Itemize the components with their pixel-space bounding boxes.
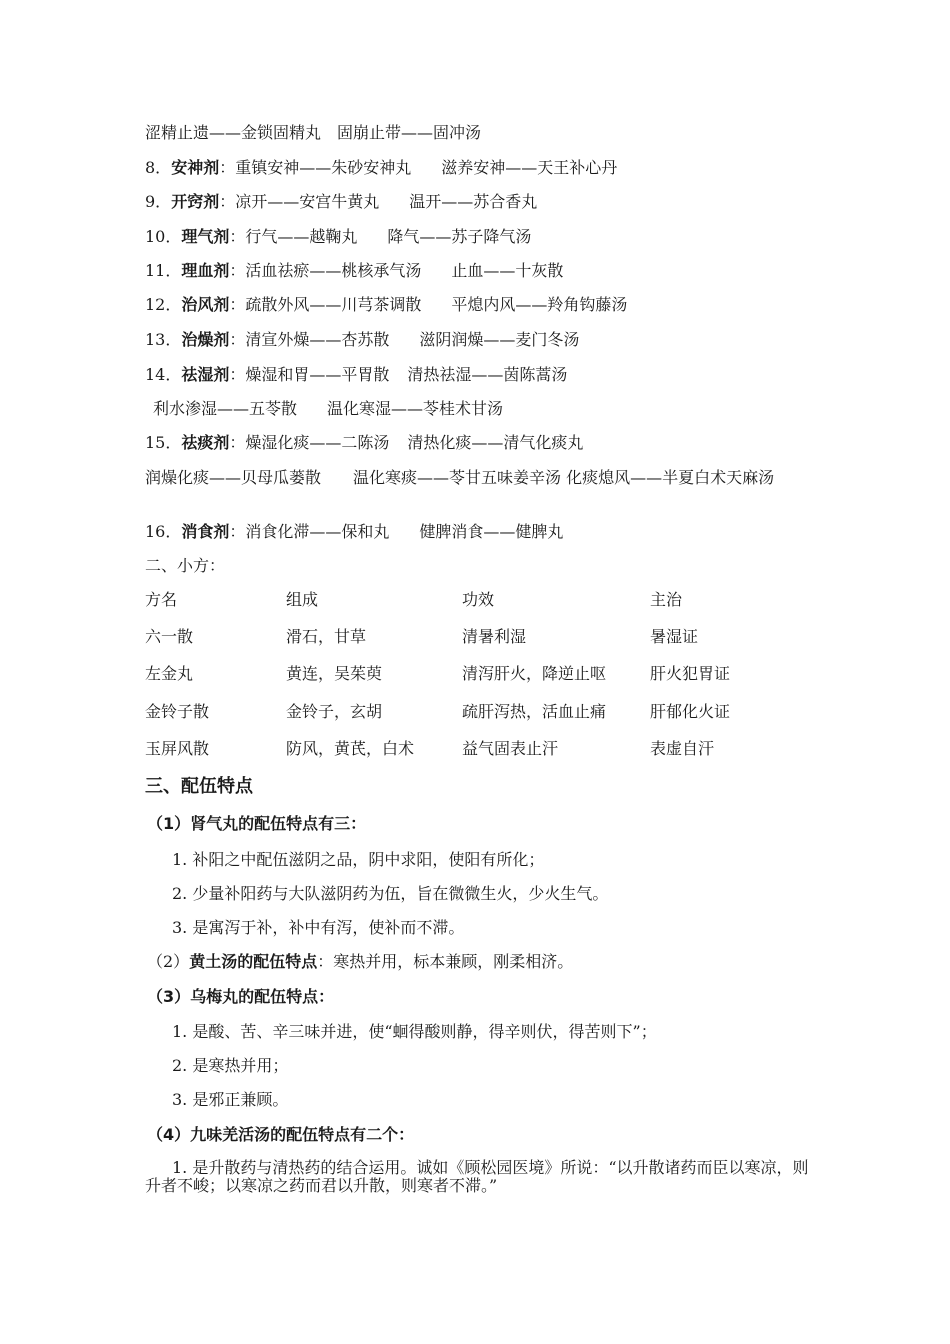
category-text: 滋养安神——天王补心丹 [441, 158, 618, 177]
table-header: 方名 [145, 590, 178, 609]
category-label: 理气剂 [181, 227, 230, 246]
category-label: 治风剂 [181, 295, 230, 314]
category-line-14-cont [153, 399, 503, 419]
table-cell: 玉屏风散 [145, 739, 210, 758]
list-item: 3. 是寓泻于补，补中有泻，使补而不滞。 [172, 918, 465, 937]
table-header: 组成 [286, 590, 319, 609]
category-text: ：燥湿化痰——二陈汤 [229, 433, 390, 452]
category-label: 治燥剂 [181, 330, 230, 349]
subsection-number: （2） [147, 952, 190, 971]
line-text: 涩精止遗——金锁固精丸 固崩止带——固冲汤 [145, 123, 482, 142]
table-cell: 金铃子，玄胡 [286, 702, 383, 721]
item-number: 13． [145, 330, 182, 349]
category-line-14 [145, 365, 567, 385]
category-label: 祛湿剂 [181, 365, 230, 384]
item-number: 15． [145, 433, 182, 452]
category-text: 健脾消食——健脾丸 [419, 522, 564, 541]
item-number: 8． [145, 158, 172, 177]
category-line-9 [145, 192, 537, 212]
category-text: ：重镇安神——朱砂安神丸 [219, 158, 412, 177]
list-item: 1. 补阳之中配伍滋阴之品，阴中求阳，使阳有所化； [172, 850, 545, 869]
subsection-line [147, 952, 573, 972]
list-item: 2. 是寒热并用； [172, 1056, 289, 1075]
category-text: ：活血祛瘀——桃核承气汤 [229, 261, 422, 280]
table-cell: 肝火犯胃证 [650, 664, 731, 683]
item-number: 9． [145, 192, 172, 211]
category-label: 开窍剂 [171, 192, 220, 211]
table-cell: 防风，黄芪，白术 [286, 739, 415, 758]
category-text: 平熄内风——羚角钩藤汤 [451, 295, 628, 314]
item-number: 16． [145, 522, 182, 541]
category-text: ：燥湿和胃——平胃散 [229, 365, 390, 384]
table-cell: 清暑利湿 [462, 627, 527, 646]
category-text: 清热化痰——清气化痰丸 [407, 433, 584, 452]
subsection-title: （1）肾气丸的配伍特点有三： [147, 814, 367, 833]
category-text: ：消食化滞——保和丸 [229, 522, 390, 541]
section-heading-small-formulas: 二、小方： [145, 556, 226, 575]
category-line-10 [145, 227, 531, 247]
category-label: 祛痰剂 [181, 433, 230, 452]
category-text: ：凉开——安宫牛黄丸 [219, 192, 380, 211]
table-cell: 六一散 [145, 627, 194, 646]
section-heading-compatibility: 三、配伍特点 [145, 776, 253, 797]
category-line-13 [145, 330, 579, 350]
table-cell: 疏肝泻热，活血止痛 [462, 702, 607, 721]
category-line-12 [145, 295, 627, 315]
table-header: 功效 [462, 590, 495, 609]
category-text: ：行气——越鞠丸 [229, 227, 358, 246]
category-label: 理血剂 [181, 261, 230, 280]
item-number: 12． [145, 295, 182, 314]
subsection-title: （3）乌梅丸的配伍特点： [147, 987, 335, 1006]
table-cell: 滑石，甘草 [286, 627, 367, 646]
subsection-title: （4）九味羌活汤的配伍特点有二个： [147, 1125, 415, 1144]
list-item: 3. 是邪正兼顾。 [172, 1090, 289, 1109]
category-text: 滋阴润燥——麦门冬汤 [419, 330, 580, 349]
category-label: 安神剂 [171, 158, 220, 177]
category-line-15-cont: 润燥化痰——贝母瓜蒌散 温化寒痰——苓甘五味姜辛汤 化痰熄风——半夏白术天麻汤 [145, 468, 775, 487]
category-text: 温开——苏合香丸 [409, 192, 538, 211]
item-number: 10． [145, 227, 182, 246]
list-item: 2. 少量补阳药与大队滋阴药为伍，旨在微微生火，少火生气。 [172, 884, 609, 903]
subsection-title: 黄土汤的配伍特点 [189, 952, 318, 971]
category-line-11 [145, 261, 563, 281]
table-cell: 黄连，吴茱萸 [286, 664, 383, 683]
item-number: 14． [145, 365, 182, 384]
category-text: 利水渗湿——五苓散 [153, 399, 298, 418]
table-cell: 金铃子散 [145, 702, 210, 721]
table-cell: 表虚自汗 [650, 739, 715, 758]
table-cell: 益气固表止汗 [462, 739, 559, 758]
table-header: 主治 [650, 590, 683, 609]
table-cell: 左金丸 [145, 664, 194, 683]
item-number: 11． [145, 261, 182, 280]
table-cell: 暑湿证 [650, 627, 699, 646]
category-text: 温化寒湿——苓桂术甘汤 [327, 399, 504, 418]
category-text: ：疏散外风——川芎茶调散 [229, 295, 422, 314]
subsection-text: ：寒热并用，标本兼顾，刚柔相济。 [317, 952, 574, 971]
category-text: ：清宣外燥——杏苏散 [229, 330, 390, 349]
table-cell: 清泻肝火，降逆止呕 [462, 664, 607, 683]
table-cell: 肝郁化火证 [650, 702, 731, 721]
category-line-16 [145, 522, 563, 542]
category-text: 止血——十灰散 [451, 261, 564, 280]
category-line-8 [145, 158, 617, 178]
text-line-gujing [145, 123, 481, 143]
category-line-15 [145, 433, 583, 453]
category-text: 清热祛湿——茵陈蒿汤 [407, 365, 568, 384]
list-item: 1. 是酸、苦、辛三味并进，使“蛔得酸则静，得辛则伏，得苦则下”； [172, 1022, 657, 1041]
category-text: 降气——苏子降气汤 [387, 227, 532, 246]
paragraph: 1. 是升散药与清热药的结合运用。诚如《顾松园医境》所说：“以升散诸药而臣以寒凉，则升者不峻；以寒凉之药而君以升散，则寒者不滞。” [145, 1158, 809, 1195]
category-label: 消食剂 [181, 522, 230, 541]
